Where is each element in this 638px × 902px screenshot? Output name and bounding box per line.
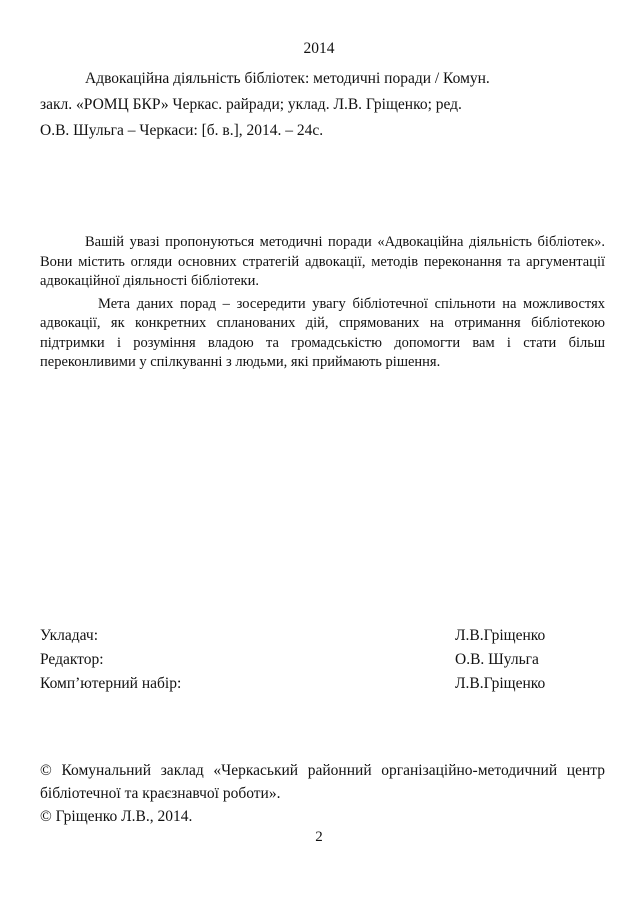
credit-role: Укладач: [40, 627, 99, 644]
citation-line-3: О.В. Шульга – Черкаси: [б. в.], 2014. – 24с. [40, 122, 324, 139]
credit-role: Комп’ютерний набір: [40, 675, 182, 692]
publication-year: 2014 [303, 40, 335, 57]
credit-row-typesetting [40, 672, 600, 696]
copyright-author: © Гріщенко Л.В., 2014. [40, 808, 193, 825]
credit-row-compiler [40, 624, 600, 648]
summary-paragraph-2: Мета даних порад – зосередити увагу бібліотечної спільноти на можливостях адвокації, як конкретних спланованих дій, спрямованих на отримання бібліотекою підтримки і розуміння владою та громадськістю допомогти вам і стати більш переконливими у спілкуванні з людьми, які приймають рішення. [40, 295, 605, 370]
credit-person: Л.В.Гріщенко [455, 675, 546, 692]
credit-person: О.В. Шульга [455, 651, 539, 668]
page-number: 2 [315, 829, 323, 845]
bibliographic-citation [40, 66, 605, 144]
citation-line-1: Адвокаційна діяльність бібліотек: методичні поради / Комун. [85, 70, 490, 87]
credit-row-editor [40, 648, 600, 672]
summary-block [40, 233, 605, 373]
credit-role: Редактор: [40, 651, 104, 668]
summary-paragraph-1: Вашій увазі пропонуються методичні поради «Адвокаційна діяльність бібліотек». Вони містить огляди основних стратегій адвокації, методів переконання та аргументації адвокаційної діяльності бібліотеки. [40, 234, 605, 289]
credits-block [40, 624, 600, 696]
copyright-block [40, 759, 605, 828]
citation-line-2: закл. «РОМЦ БКР» Черкас. райради; уклад. Л.В. Гріщенко; ред. [40, 96, 462, 113]
credit-person: Л.В.Гріщенко [455, 627, 546, 644]
copyright-institution: © Комунальний заклад «Черкаський районний організаційно-методичний центр бібліотечної та краєзнавчої роботи». [40, 762, 605, 802]
